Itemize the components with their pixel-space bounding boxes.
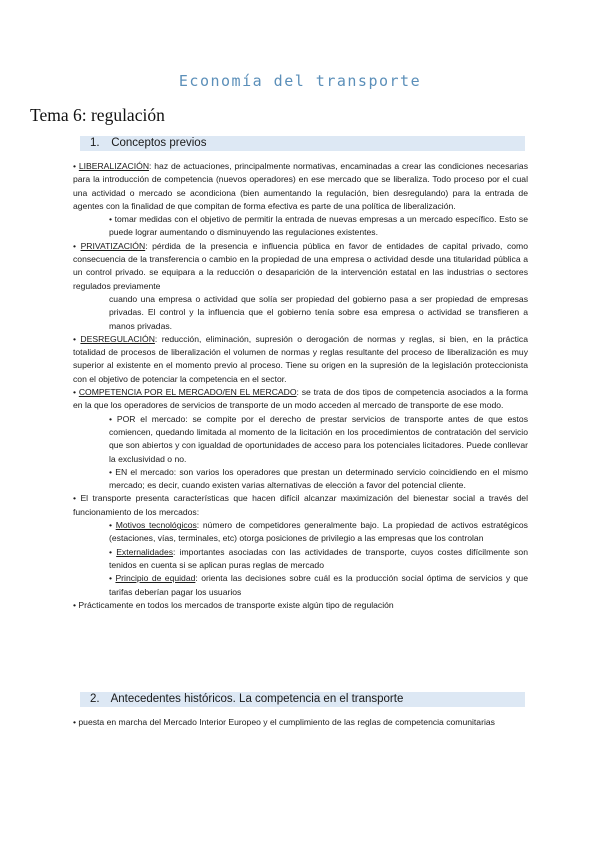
section-heading-1	[80, 136, 525, 151]
paragraph-mercado-interior: • puesta en marcha del Mercado Interior Europeo y el cumplimiento de las reglas de competencia comunitarias	[73, 717, 495, 727]
term-equidad: Principio de equidad	[115, 573, 196, 584]
section-2-body	[73, 716, 528, 729]
section-heading-2	[80, 692, 525, 707]
paragraph-transporte: • El transporte presenta características que hacen difícil alcanzar maximización del bienestar social a través del funcionamiento de los mercados:	[73, 493, 528, 517]
sub-item-motivos: • Motivos tecnológicos: número de competidores generalmente bajo. La propiedad de activos estratégicos (estaciones, vías, terminales, etc) otorga posiciones de privilegio a las empresas que los controlan	[109, 520, 528, 544]
term-privatizacion: PRIVATIZACIÓN	[80, 240, 146, 251]
sub-item-equidad: • Principio de equidad: orienta las decisiones sobre cuál es la producción social óptima de servicios y que tarifas deberían pagar los usuarios	[109, 573, 528, 597]
section-title: Antecedentes históricos. La competencia en el transporte	[110, 693, 404, 705]
sub-item-externalidades: • Externalidades: importantes asociadas con las actividades de transporte, cuyos costes difícilmente son tenidos en cuenta si se aplican puras reglas de mercado	[109, 546, 528, 570]
sub-item-liberalizacion: • tomar medidas con el objetivo de permitir la entrada de nuevas empresas a un mercado específico. Esto se puede lograr aumentando o disminuyendo las regulaciones existentes.	[109, 214, 528, 238]
section-1-body	[73, 160, 528, 612]
section-title: Conceptos previos	[111, 137, 207, 149]
paragraph-regulacion: • Prácticamente en todos los mercados de transporte existe algún tipo de regulación	[73, 599, 394, 610]
paragraph-liberalizacion: • LIBERALIZACIÓN: haz de actuaciones, principalmente normativas, encaminadas a crear las condiciones necesarias para la introducción de competencia (nuevos operadores) en ese mercado que se liberaliza. Todo proceso por el cual una actividad o mercado se acondiciona (bien aumentando la regulación, bien desregulando) para la entrada de agentes con la finalidad de que compitan de forma efectiva es parte de una política de liberalización.	[73, 161, 528, 211]
sub-item-en-el-mercado: • EN el mercado: son varios los operadores que prestan un determinado servicio coincidiendo en el mismo mercado; es decir, cuando existen varias alternativas de elección a favor del potencial cliente.	[109, 466, 528, 491]
term-externalidades: Externalidades	[116, 546, 174, 557]
topic-title: Tema 6: regulación	[30, 105, 165, 125]
paragraph-privatizacion: • PRIVATIZACIÓN: pérdida de la presencia e influencia pública en favor de entidades de capital privado, como consecuencia de la transferencia o cambio en la propiedad de una empresa o actividad desde una titularidad pública a un control privado. se equipara a la reducción o desaparición de la intervención estatal en las industrias o sectores regulados previamente	[73, 240, 528, 291]
paragraph-desregulacion: • DESREGULACIÓN: reducción, eliminación, supresión o derogación de normas y reglas, si bien, en la práctica totalidad de procesos de liberalización el volumen de normas y reglas resultante del proceso de liberalización es muy superior al existente en el momento previo al proceso. Tiene su origen en la supresión de la legislación proteccionista con el objetivo de potenciar la competencia en el sector.	[73, 333, 528, 384]
term-motivos: Motivos tecnológicos	[115, 520, 197, 531]
term-desregulacion: DESREGULACIÓN	[80, 333, 155, 344]
document-title: Economía del transporte	[178, 72, 422, 90]
term-liberalizacion: LIBERALIZACIÓN	[78, 161, 150, 171]
section-number: 2.	[90, 693, 100, 705]
sub-item-por-el-mercado: • POR el mercado: se compite por el derecho de prestar servicios de transporte antes de que estos comiencen, quedando limitada al momento de la licitación en los procedimientos de contratación del servicio que son abiertos y con igualdad de oportunidades de acceso para los potenciales licitadores. Puede conllevar la exclusividad o no.	[109, 413, 528, 464]
sub-item-privatizacion: cuando una empresa o actividad que solía ser propiedad del gobierno pasa a ser propiedad de empresas privadas. El control y la influencia que el gobierno tenía sobre esa empresa o actividad se transfieren a manos privadas.	[109, 293, 528, 331]
paragraph-competencia: • COMPETENCIA POR EL MERCADO/EN EL MERCADO: se trata de dos tipos de competencia asociados a la forma en la que los operadores de servicios de transporte de un modo acceden al mercado de transporte de ese modo.	[73, 387, 528, 411]
section-number: 1.	[90, 137, 100, 149]
term-competencia: COMPETENCIA POR EL MERCADO/EN EL MERCADO	[78, 387, 297, 398]
